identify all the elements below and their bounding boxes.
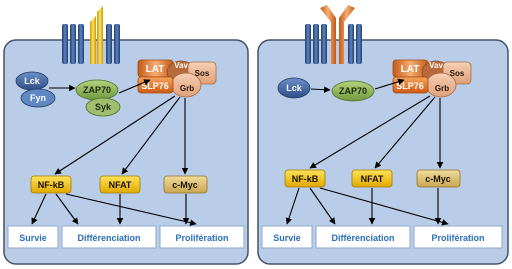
sos-label-right: Sos bbox=[449, 69, 465, 78]
grb-label: Grb bbox=[179, 84, 195, 93]
slp76-label: SLP76 bbox=[141, 81, 169, 91]
proliferation-label: Prolifération bbox=[175, 233, 229, 243]
grb-label-right: Grb bbox=[434, 84, 450, 93]
lck-label: Lck bbox=[24, 76, 40, 86]
differenciation-label-right: Différenciation bbox=[331, 233, 395, 243]
lat-label: LAT bbox=[145, 64, 165, 75]
receptor-right bbox=[305, 5, 362, 64]
differenciation-label: Différenciation bbox=[77, 233, 141, 243]
vav-label: Vav bbox=[174, 61, 188, 70]
survie-label-right: Survie bbox=[273, 233, 301, 243]
syk-label: Syk bbox=[94, 102, 112, 112]
panel-right bbox=[258, 5, 508, 264]
zap70-label-right: ZAP70 bbox=[338, 86, 368, 96]
nfat-label-right: NFAT bbox=[360, 174, 384, 184]
panel-left bbox=[4, 6, 248, 264]
sos-label: Sos bbox=[194, 69, 210, 78]
nfkb-label-right: NF-kB bbox=[291, 174, 319, 184]
cmyc-label-right: c-Myc bbox=[425, 174, 451, 184]
cmyc-label: c-Myc bbox=[172, 180, 198, 190]
tcr-receptor-left bbox=[62, 6, 120, 64]
fyn-label: Fyn bbox=[29, 93, 47, 103]
nfkb-label: NF-kB bbox=[37, 180, 65, 190]
zap70-label: ZAP70 bbox=[82, 85, 112, 95]
nfat-label: NFAT bbox=[108, 180, 132, 190]
lck-label-right: Lck bbox=[286, 83, 302, 93]
vav-label-right: Vav bbox=[429, 61, 443, 70]
survie-label: Survie bbox=[19, 233, 47, 243]
proliferation-label-right: Prolifération bbox=[431, 233, 485, 243]
lat-label-right: LAT bbox=[400, 64, 420, 75]
slp76-label-right: SLP76 bbox=[396, 81, 424, 91]
